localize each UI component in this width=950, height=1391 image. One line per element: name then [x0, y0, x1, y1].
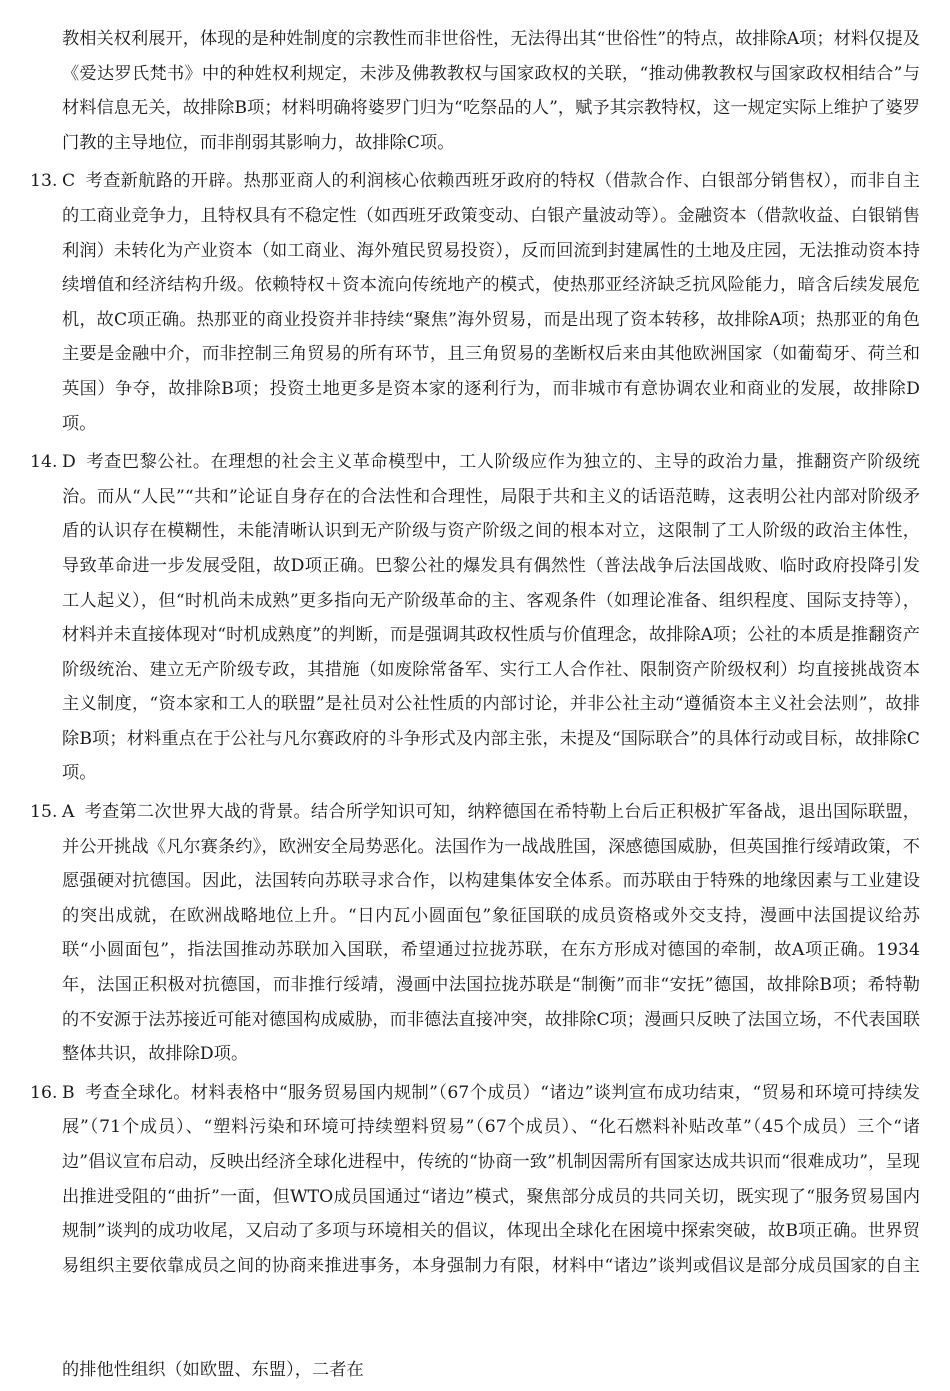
- continued-explanation: 教相关权利展开，体现的是种姓制度的宗教性而非世俗性，无法得出其“世俗性”的特点，故排除A项；材料仅提及《爱达罗氏梵书》中的种姓权利规定，未涉及佛教教权与国家政权的关联，“推动佛教教权与国家政权相结合”与材料信息无关，故排除B项；材料明确将婆罗门归为“吃祭品的人”，赋予其宗教特权，这一规定实际上维护了婆罗门教的主导地位，而非削弱其影响力，故排除C项。: [62, 29, 920, 153]
- explanation-text: 考查巴黎公社。在理想的社会主义革命模型中，工人阶级应作为独立的、主导的政治力量，推翻资产阶级统治。而从“人民”“共和”论证自身存在的合法性和合理性，局限于共和主义的话语范畴，这表明公社内部对阶级矛盾的认识存在模糊性，未能清晰认识到无产阶级与资产阶级之间的根本对立，这限制了工人阶级的政治主体性，导致革命进一步发展受阻，故D项正确。巴黎公社的爆发具有偶然性（普法战争后法国战败、临时政府投降引发工人起义），但“时机尚未成熟”更多指向无产阶级革命的主、客观条件（如理论准备、组织程度、国际支持等），材料并未直接体现对“时机成熟度”的判断，而是强调其政权性质与价值理念，故排除A项；公社的本质是推翻资产阶级统治、建立无产阶级专政，其措施（如废除常备军、实行工人合作社、限制资产阶级权利）均直接挑战资本主义制度，“资本家和工人的联盟”是社员对公社性质的内部讨论，并非公社主动“遵循资本主义社会法则”，故排除B项；材料重点在于公社与凡尔赛政府的斗争形式及内部主张，未提及“国际联合”的具体行动或目标，故排除C项。: [62, 452, 920, 784]
- question-number: 13.: [30, 171, 58, 192]
- question-14-explanation: [30, 445, 920, 791]
- answer-explanation-page: [30, 22, 920, 1391]
- question-15-explanation: [30, 795, 920, 1072]
- explanation-text: 考查新航路的开辟。热那亚商人的利润核心依赖西班牙政府的特权（借款合作、白银部分销售权），而非自主的工商业竞争力，且特权具有不稳定性（如西班牙政策变动、白银产量波动等）。金融资本（借款收益、白银销售利润）未转化为产业资本（如工商业、海外殖民贸易投资），反而回流到封建属性的土地及庄园，无法推动资本持续增值和经济结构升级。依赖特权＋资本流向传统地产的模式，使热那亚经济缺乏抗风险能力，暗含后续发展危机，故C项正确。热那亚的商业投资并非持续“聚焦”海外贸易，而是出现了资本转移，故排除A项；热那亚的角色主要是金融中介，而非控制三角贸易的所有环节，且三角贸易的垄断权后来由其他欧洲国家（如葡萄牙、荷兰和英国）争夺，故排除B项；投资土地更多是资本家的逐利行为，而非城市有意协调农业和商业的发展，故排除D项。: [62, 171, 920, 434]
- page-bottom-edge: [0, 1290, 950, 1344]
- answer-letter: D: [62, 452, 76, 473]
- answer-letter: B: [62, 1082, 75, 1103]
- question-number: 14.: [30, 452, 58, 473]
- question-13-explanation: [30, 164, 920, 441]
- explanation-text: 考查全球化。材料表格中“服务贸易国内规制”（67个成员）“诸边”谈判宣布成功结束，“贸易和环境可持续发展”（71个成员）、“塑料污染和环境可持续塑料贸易”（67个成员）、“化石燃料补贴改革”（45个成员）三个“诸边”倡议宣布启动，反映出经济全球化进程中，传统的“协商一致”机制因需所有国家达成共识而“很难成功”，呈现出推进受阻的“曲折”一面，但WTO成员国通过“诸边”模式，聚焦部分成员的共同关切，既实现了“服务贸易国内规制”谈判的成功收尾，又启动了多项与环境相关的倡议，体现出全球化在困境中探索突破，故B项正确。世界贸易组织主要依靠成员之间的协商来推进事务，本身强制力有限，材料中“诸边”谈判或倡议是部分成员国家的自主 的排他性组织（如欧盟、东盟），二者在: [62, 1082, 920, 1380]
- explanation-text: 考查第二次世界大战的背景。结合所学知识可知，纳粹德国在希特勒上台后正积极扩军备战，退出国际联盟，并公开挑战《凡尔赛条约》，欧洲安全局势恶化。法国作为一战战胜国，深感德国威胁，但英国推行绥靖政策，不愿强硬对抗德国。因此，法国转向苏联寻求合作，以构建集体安全体系。而苏联由于特殊的地缘因素与工业建设的突出成就，在欧洲战略地位上升。“日内瓦小圆面包”象征国联的成员资格或外交支持，漫画中法国提议给苏联“小圆面包”，指法国推动苏联加入国联，希望通过拉拢苏联，在东方形成对德国的牵制，故A项正确。1934年，法国正积极对抗德国，而非推行绥靖，漫画中法国拉拢苏联是“制衡”而非“安抚”德国，故排除B项；希特勒的不安源于法苏接近可能对德国构成威胁，而非德法直接冲突，故排除C项；漫画只反映了法国立场，不代表国联整体共识，故排除D项。: [62, 802, 920, 1065]
- answer-letter: A: [62, 802, 75, 823]
- question-number: 15.: [30, 802, 58, 823]
- question-number: 16.: [30, 1082, 58, 1103]
- answer-letter: C: [62, 171, 76, 192]
